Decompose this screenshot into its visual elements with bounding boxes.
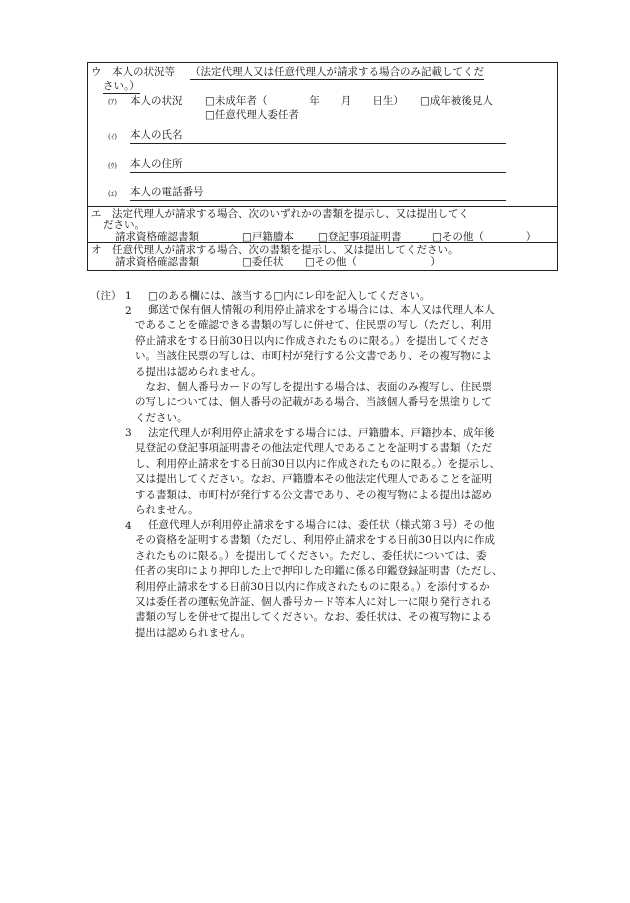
note-4-line: 任者の実印により押印した上で押印した印鑑に係る印鑑登録証明書（ただし、 [135,565,503,578]
item-u-mark: (ｳ) [108,162,117,170]
note-1-text: □のある欄には、該当する□内にレ印を記入してください。 [148,290,431,302]
person-phone-field[interactable] [130,200,506,201]
person-name-label: 本人の氏名 [130,129,183,141]
note-4-line: 提出は認められません。 [135,626,252,639]
note-3-line: 法定代理人が利用停止請求をする場合には、戸籍謄本、戸籍抄本、成年後 [148,427,495,439]
note-2-line: い。当該住民票の写しは、市町村が発行する公文書であり、その複写物によ [135,350,492,363]
checkbox-adult-ward[interactable]: □成年被後見人 [420,95,493,107]
section-e-line2: ださい。 [103,219,145,231]
section-e-docs-label: 請求資格確認書類 [115,231,199,243]
section-u-note-line1: （法定代理人又は任意代理人が請求する場合のみ記載してくだ [190,66,484,78]
checkbox-registry-cert[interactable]: □登記事項証明書 [318,231,402,243]
section-e-line1: エ 法定代理人が請求する場合、次のいずれかの書類を提示し、又は提出してく [91,208,469,220]
checkbox-minor[interactable]: □未成年者（ 年 月 日生） [205,95,404,107]
person-status-label: 本人の状況 [130,95,183,107]
item-i-mark: (ｲ) [108,133,117,141]
note-2-number: 2 [125,305,132,317]
checkbox-other-legal[interactable]: □その他（ ） [432,231,537,243]
checkbox-koseki[interactable]: □戸籍謄本 [242,231,294,243]
note-2-line: 停止請求をする日前30日以内に作成されたものに限る。）を提出してくださ [135,334,490,347]
note-3-line: し、利用停止請求をする日前30日以内に作成されたものに限る。）を提示し、 [135,457,501,470]
notes-heading: （注） [90,290,122,302]
note-4-line: 書類の写しを併せて提出してください。なお、委任状は、その複写物による [135,611,492,624]
note-3-line: する書類は、市町村が発行する公文書であり、その複写物による提出は認め [135,488,492,501]
note-3-text [135,426,500,518]
note-2-line: であることを確認できる書類の写しに併せて、住民票の写し（ただし、利用 [135,319,492,332]
divider-u-e [87,206,558,207]
note-4-text [135,518,503,641]
note-2-line: の写しについては、個人番号の記載がある場合、当該個人番号を黒塗りして [135,396,492,409]
checkbox-agent-delegator[interactable]: □任意代理人委任者 [205,109,299,121]
note-4-line: 利用停止請求をする日前30日以内に作成されたものに限る。）を添付するか [135,580,490,593]
note-3-line: 見登記の登記事項証明書その他法定代理人であることを証明する書類（ただ [135,442,492,455]
checkbox-power-of-attorney[interactable]: □委任状 [242,256,284,268]
note-4-line: 又は委任者の運転免許証、個人番号カード等本人に対し一に限り発行される [135,596,492,609]
person-phone-label: 本人の電話番号 [130,186,204,198]
note-4-line: 任意代理人が利用停止請求をする場合には、委任状（様式第３号）その他 [148,519,495,531]
section-u-title: ウ 本人の状況等 [91,66,175,78]
note-3-line: 又は提出してください。なお、戸籍謄本その他法定代理人であることを証明 [135,473,492,486]
note-2-text [135,303,495,426]
note-3-line: られません。 [135,504,199,517]
section-u-note-line2: さい。） [103,80,140,92]
note-2-line: ください。 [135,411,188,424]
item-a-mark: (ｱ) [108,98,117,106]
note-2-line: 郵送で保有個人情報の利用停止請求をする場合には、本人又は代理人本人 [148,304,495,316]
note-4-line: されたものに限る。）を提出してください。ただし、委任状については、委 [135,549,487,562]
person-address-field[interactable] [130,172,506,173]
note-3-number: 3 [125,427,132,439]
checkbox-other-voluntary[interactable]: □その他（ ） [305,256,441,268]
note-2-line: る提出は認められません。 [135,365,262,378]
item-e-mark: (ｴ) [108,190,117,198]
person-address-label: 本人の住所 [130,158,183,170]
note-4-number: 4 [125,520,132,532]
section-o-docs-label: 請求資格確認書類 [115,256,199,268]
section-o-line1: オ 任意代理人が請求する場合、次の書類を提示し、又は提出してください。 [91,244,459,256]
note-4-line: その資格を証明する書類（ただし、利用停止請求をする日前30日以内に作成 [135,534,495,547]
person-name-field[interactable] [130,143,506,144]
note-2-line: なお、個人番号カードの写しを提出する場合は、表面のみ複写し、住民票 [135,381,492,394]
note-1-number: 1 [125,290,132,302]
